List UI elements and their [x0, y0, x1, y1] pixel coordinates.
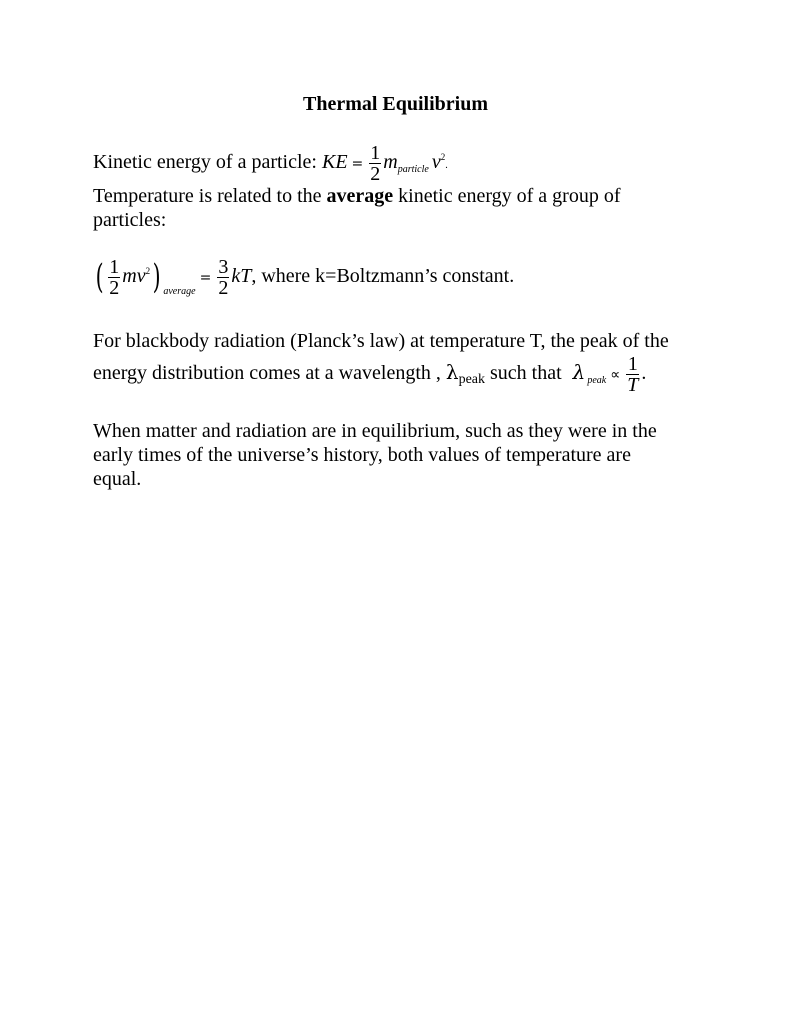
- planck-fraction: [626, 354, 639, 395]
- planck-text-before: energy distribution comes at a wavelength ,: [93, 362, 446, 384]
- ke-mass-subscript: particle: [397, 164, 429, 176]
- temperature-line-1: [93, 184, 620, 208]
- lambda-symbol: λ: [445, 360, 459, 384]
- kinetic-energy-line: [93, 143, 448, 184]
- ke-frac-den: 2: [370, 163, 381, 185]
- ke-velocity: v: [431, 151, 441, 174]
- equilibrium-line-1: When matter and radiation are in equilibrium, such as they were in the: [93, 420, 657, 442]
- ke-symbol: KE: [321, 151, 348, 174]
- ke-period: .: [445, 160, 448, 172]
- avg-rhs-fraction: [217, 257, 229, 298]
- avg-mv: mv: [122, 265, 146, 287]
- avg-equals: =: [199, 270, 212, 286]
- planck-text-middle: such that: [485, 362, 567, 384]
- avg-rhs-den: 2: [218, 276, 229, 299]
- avg-subscript: average: [163, 286, 196, 297]
- right-paren: ): [152, 257, 161, 298]
- equilibrium-line-3: equal.: [93, 468, 142, 490]
- avg-tail-text: , where k=Boltzmann’s constant.: [251, 265, 515, 287]
- ke-fraction: [369, 143, 381, 184]
- planck-line-1: For blackbody radiation (Planck’s law) at temperature T, the peak of the: [93, 330, 669, 352]
- avg-frac-den: 2: [109, 276, 120, 299]
- avg-kT: kT: [231, 265, 252, 287]
- ke-equals: =: [351, 156, 364, 173]
- planck-frac-den: T: [627, 373, 639, 396]
- planck-period: .: [641, 362, 647, 384]
- temp-text-before: Temperature is related to the: [93, 185, 327, 207]
- ke-velocity-superscript: 2: [440, 152, 446, 163]
- ke-frac-num: 1: [370, 142, 381, 164]
- temp-text-bold: average: [326, 185, 394, 207]
- equilibrium-line-2: early times of the universe’s history, both values of temperature are: [93, 444, 631, 466]
- ke-prefix: Kinetic energy of a particle:: [93, 151, 322, 174]
- lambda-subscript: peak: [458, 372, 485, 387]
- average-ke-equation: [93, 256, 514, 300]
- temperature-line-2: particles:: [93, 209, 167, 231]
- temp-text-after: kinetic energy of a group of: [393, 185, 621, 207]
- lambda2-subscript: peak: [587, 375, 607, 386]
- avg-fraction: [108, 257, 120, 298]
- avg-rhs-num: 3: [218, 255, 229, 278]
- proportional-sign: ∝: [610, 367, 621, 383]
- ke-mass: m: [383, 151, 398, 174]
- avg-frac-num: 1: [109, 255, 120, 278]
- planck-line-2: [93, 352, 646, 397]
- planck-frac-num: 1: [627, 352, 638, 375]
- lambda2-symbol: λ: [572, 360, 586, 384]
- left-paren: (: [95, 257, 104, 298]
- avg-mv-superscript: 2: [145, 266, 151, 276]
- document-title: Thermal Equilibrium: [302, 93, 489, 115]
